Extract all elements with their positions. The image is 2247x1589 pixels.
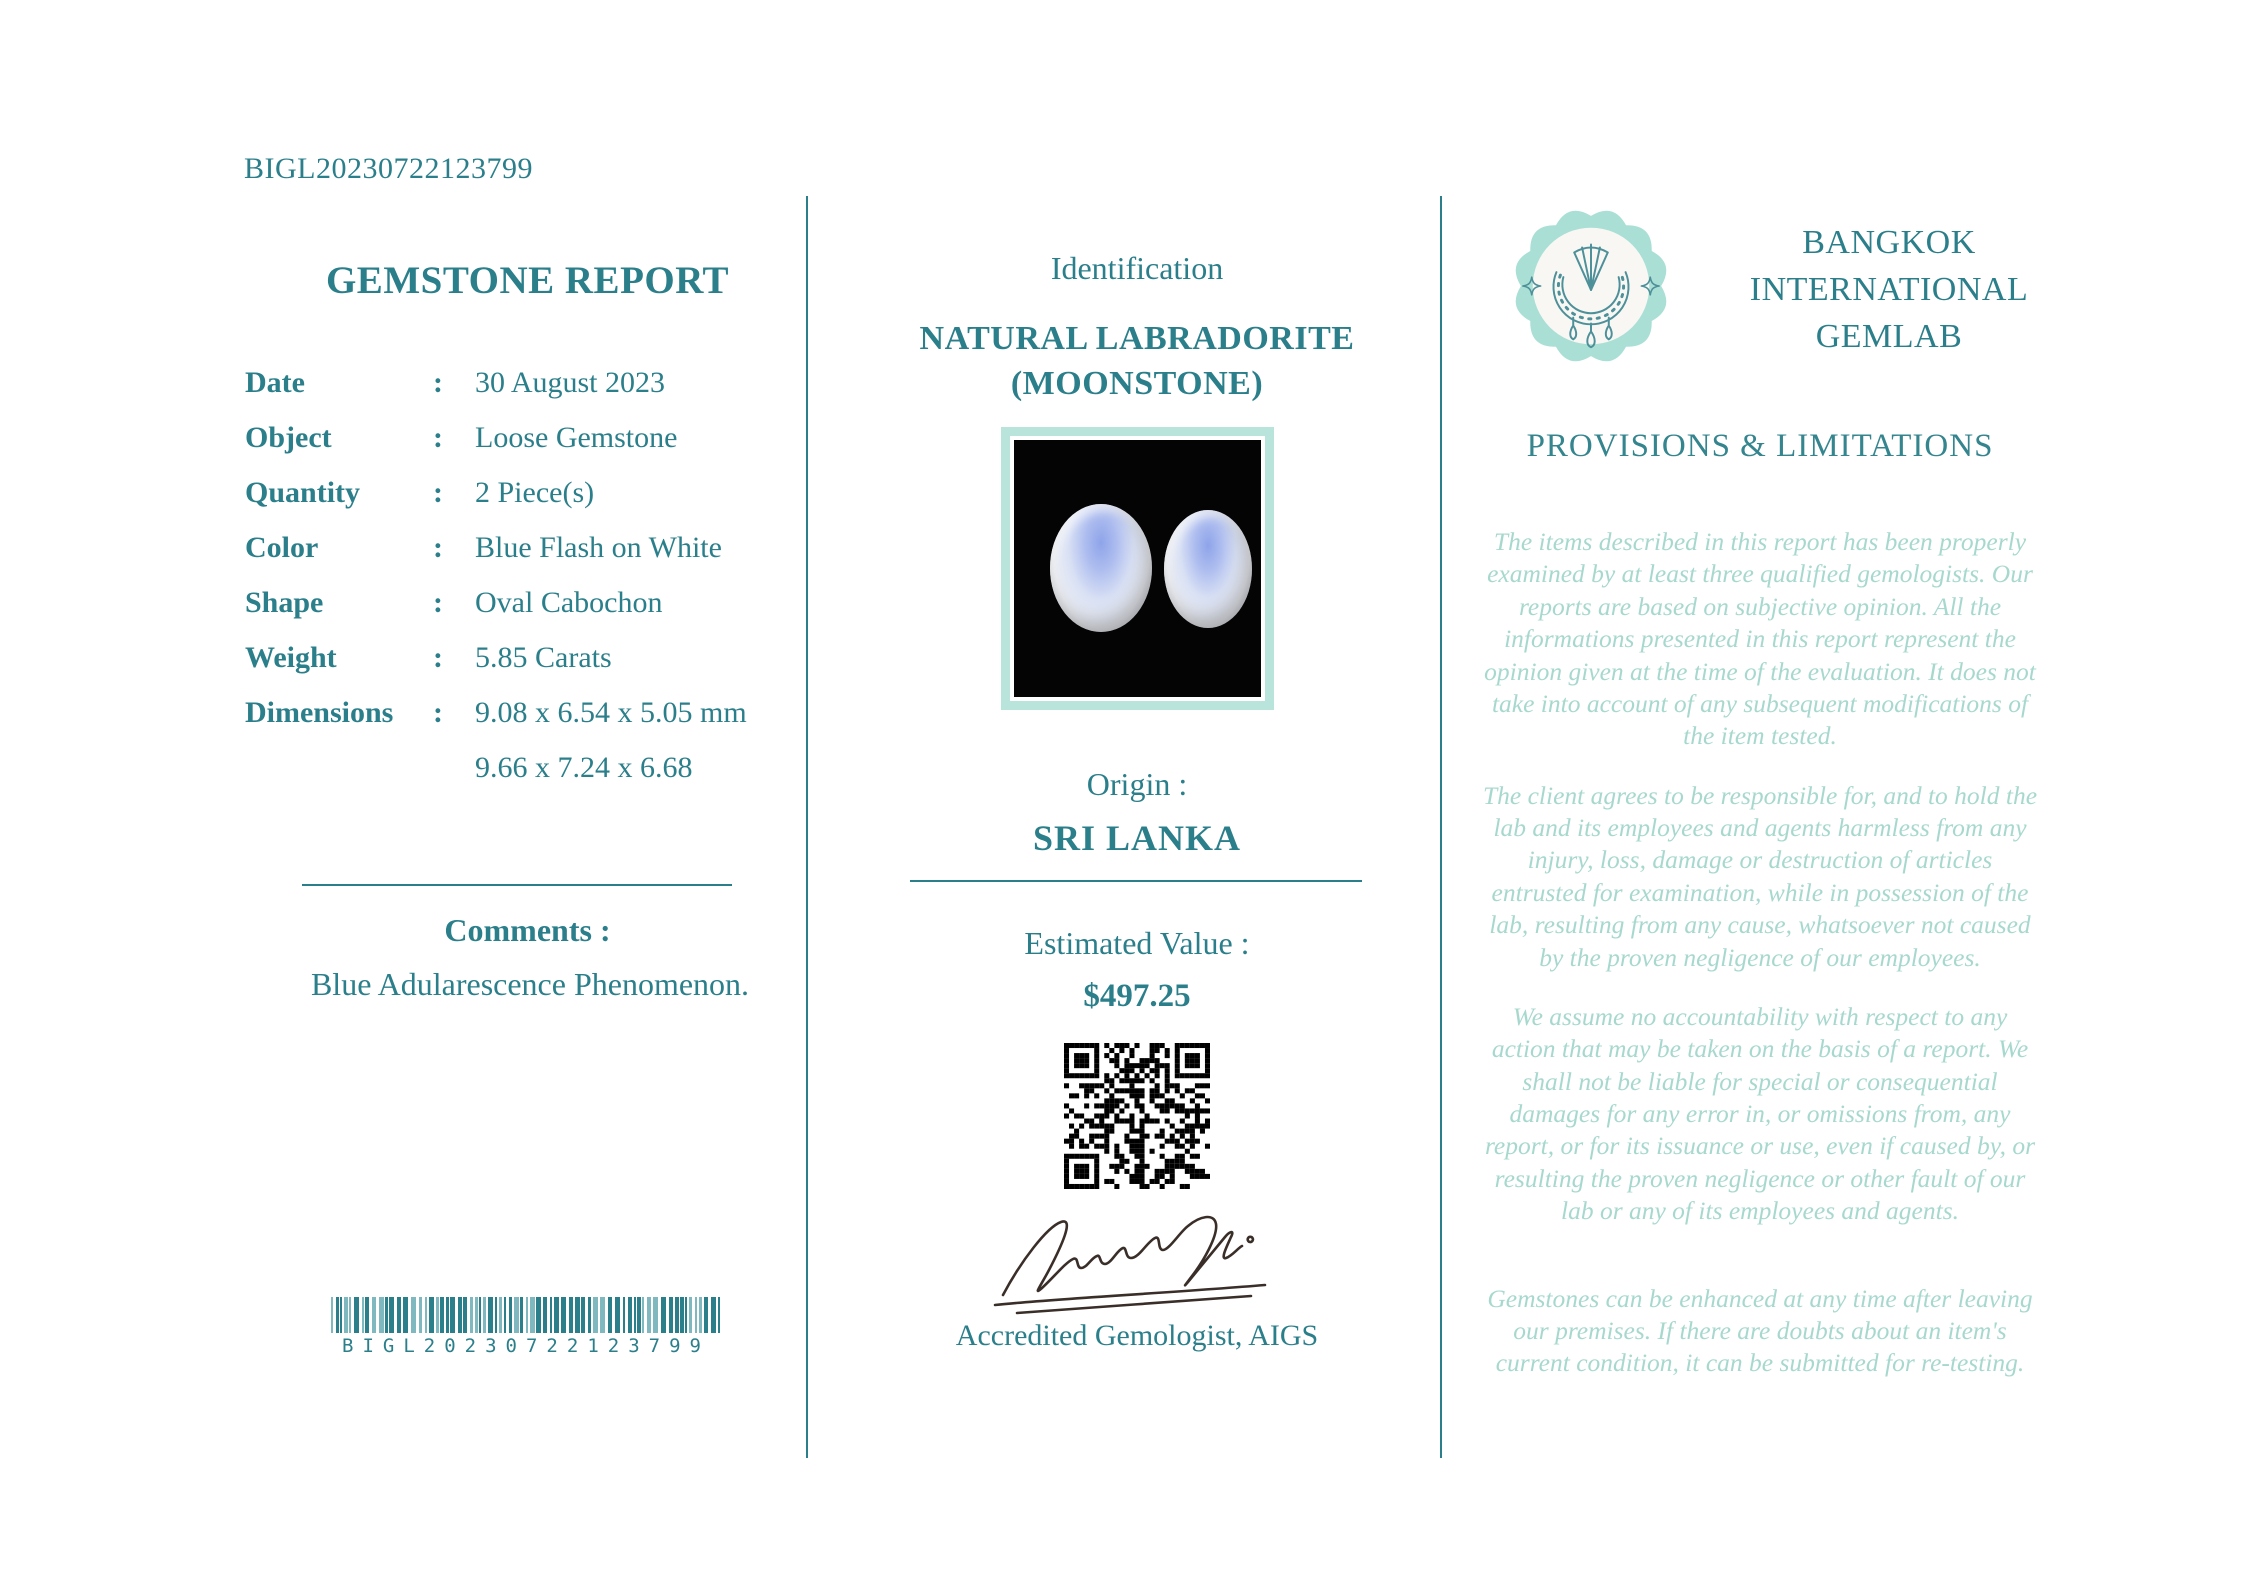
provisions-paragraph: Gemstones can be enhanced at any time after leaving our premises. If there are doubts about an item's current condition, it can be submitted for re-testing. bbox=[1487, 1283, 2033, 1378]
field-value: Loose Gemstone bbox=[475, 421, 678, 454]
field-label: Quantity bbox=[245, 476, 361, 509]
gemstone-name bbox=[918, 317, 1356, 407]
table-row bbox=[245, 532, 810, 563]
gemologist-title: Accredited Gemologist, AIGS bbox=[955, 1318, 1319, 1352]
provisions-paragraph: The items described in this report has been properly examined by at least three qualified gemologists. Our reports are based on subjective opinion. All the informations presented in this report represent the opinion given at the time of the evaluation. It does not take into account of any subsequent modifications of the item tested. bbox=[1484, 527, 2036, 751]
page-title: GEMSTONE REPORT bbox=[325, 259, 730, 302]
gemstone-photo bbox=[1014, 440, 1261, 697]
field-value: 30 August 2023 bbox=[475, 366, 666, 399]
lab-name-line2: INTERNATIONAL bbox=[1749, 270, 2029, 308]
comments-divider-line bbox=[302, 884, 732, 886]
estimated-value: $497.25 bbox=[1083, 977, 1191, 1014]
field-label: Date bbox=[245, 366, 305, 399]
field-label-spacer bbox=[245, 752, 433, 783]
qr-code bbox=[1064, 1043, 1210, 1189]
field-label: Color bbox=[245, 531, 319, 564]
field-label: Object bbox=[245, 421, 332, 454]
field-colon-spacer bbox=[433, 752, 475, 783]
identification-heading: Identification bbox=[1050, 250, 1224, 286]
gemstone-left bbox=[1050, 504, 1152, 632]
origin-heading: Origin : bbox=[1086, 765, 1188, 802]
report-details-column bbox=[245, 258, 810, 807]
table-row-continued bbox=[245, 752, 810, 783]
table-row bbox=[245, 477, 810, 508]
field-label: Dimensions bbox=[245, 696, 394, 729]
field-colon: : bbox=[433, 586, 443, 619]
field-colon: : bbox=[433, 366, 443, 399]
field-value: 5.85 Carats bbox=[475, 641, 612, 674]
barcode-bars bbox=[330, 1297, 722, 1333]
provisions-text bbox=[1480, 526, 2040, 1407]
barcode-label: BIGL20230722123799 bbox=[342, 1335, 710, 1357]
provisions-paragraph: We assume no accountability with respect to any action that may be taken on the basis of a report. We shall not be liable for special or consequential damages for any error in, or omissions from, any report, or for its issuance or use, even if caused by, or resulting the proven negligence or other fault of our lab or any of its employees and agents. bbox=[1484, 1001, 2036, 1226]
lab-name-line3: GEMLAB bbox=[1815, 317, 1963, 355]
column-divider bbox=[1440, 196, 1442, 1458]
lab-name-line1: BANGKOK bbox=[1802, 224, 1976, 261]
field-value: 9.66 x 7.24 x 6.68 bbox=[475, 751, 693, 784]
provisions-heading: PROVISIONS & LIMITATIONS bbox=[1526, 428, 1994, 464]
gemstone-name-line2: (MOONSTONE) bbox=[1010, 364, 1264, 402]
field-colon: : bbox=[433, 531, 443, 564]
field-label: Shape bbox=[245, 586, 324, 619]
lab-logo-badge bbox=[1512, 207, 1670, 365]
estimated-value-heading: Estimated Value : bbox=[1024, 924, 1250, 961]
table-row bbox=[245, 367, 810, 398]
table-row bbox=[245, 587, 810, 618]
gemstone-photo-frame bbox=[1001, 427, 1274, 710]
table-row bbox=[245, 697, 810, 728]
gemstone-name-line1: NATURAL LABRADORITE bbox=[919, 320, 1355, 357]
field-value: 9.08 x 6.54 x 5.05 mm bbox=[475, 696, 747, 729]
barcode bbox=[330, 1297, 722, 1357]
field-colon: : bbox=[433, 696, 443, 729]
details-table bbox=[245, 367, 810, 783]
field-colon: : bbox=[433, 641, 443, 674]
lab-name bbox=[1688, 220, 2090, 361]
origin-value: SRI LANKA bbox=[1032, 817, 1242, 858]
gemstone-right bbox=[1164, 510, 1252, 628]
field-label: Weight bbox=[245, 641, 337, 674]
origin-divider-line bbox=[910, 880, 1362, 882]
table-row bbox=[245, 422, 810, 453]
field-colon: : bbox=[433, 421, 443, 454]
comments-heading: Comments : bbox=[444, 912, 611, 948]
comments-text: Blue Adularescence Phenomenon. bbox=[310, 966, 750, 1002]
field-value: 2 Piece(s) bbox=[475, 476, 595, 509]
field-value: Oval Cabochon bbox=[475, 586, 663, 619]
field-colon: : bbox=[433, 476, 443, 509]
table-row bbox=[245, 642, 810, 673]
signature bbox=[987, 1203, 1287, 1315]
field-value: Blue Flash on White bbox=[475, 531, 722, 564]
report-number: BIGL20230722123799 bbox=[244, 152, 533, 185]
provisions-paragraph: The client agrees to be responsible for, and to hold the lab and its employees and agents harmless from any injury, loss, damage or destruction of articles entrusted for examination, while in possession of the lab, resulting from any cause, whatsoever not caused by the proven negligence of our employees. bbox=[1482, 780, 2038, 972]
identification-column bbox=[918, 250, 1356, 1353]
